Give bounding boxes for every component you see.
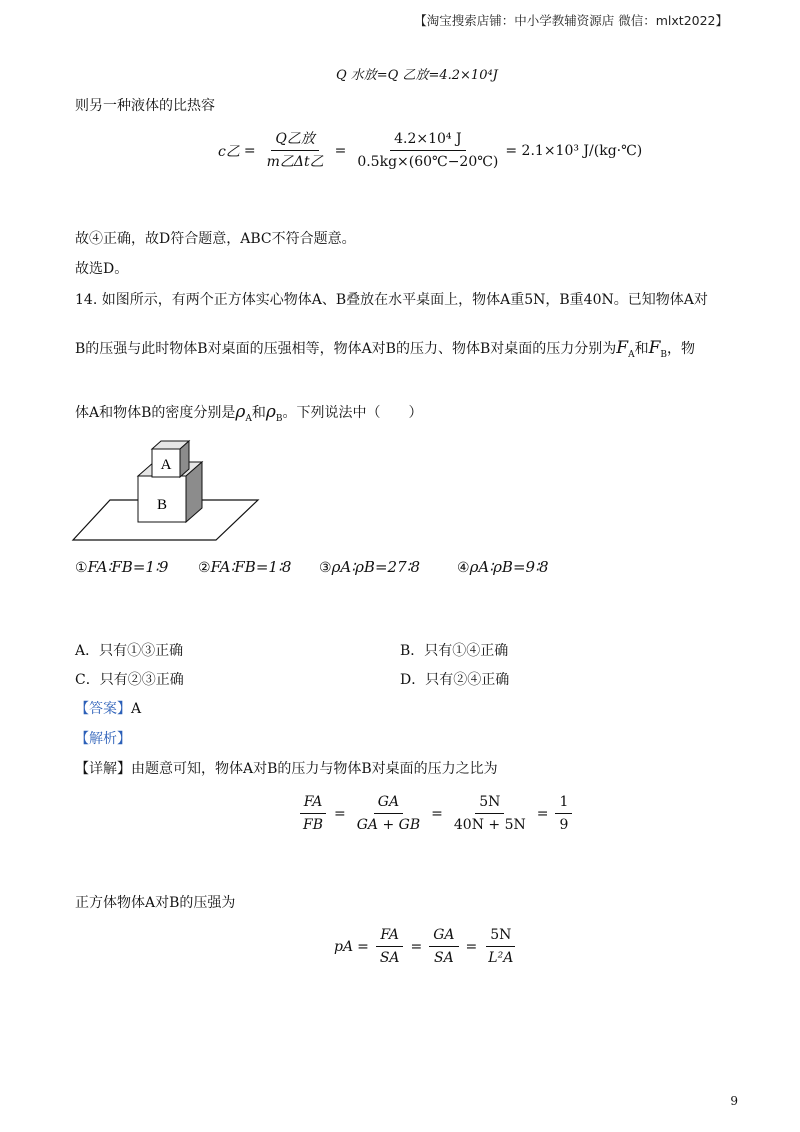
page-number: 9 (730, 1094, 738, 1108)
text-conclusion: 故④正确，故D符合题意，ABC不符合题意。 (75, 231, 356, 247)
eq2-rhs: = 2.1×10³ J/(kg·℃) (505, 142, 643, 159)
equation-force-ratio: $\frac{FA}{FB}$ = $\frac{GA}{GA + GB}$ = $\frac{5N}{40N + 5N}$ = $\frac{1}{9}$ (296, 793, 575, 834)
detail-line: 【详解】由题意可知，物体A对B的压力与物体B对桌面的压力之比为 (75, 761, 498, 777)
text-specific-heat-intro: 则另一种液体的比热容 (75, 98, 215, 114)
q14-line-3: 体A和物体B的密度分别是$\rho_A$和$\rho_B$。下列说法中（ ） (75, 402, 423, 424)
equation-pressure: pA = $\frac{FA}{SA}$ = $\frac{GA}{SA}$ = $\frac{5N}{\text{L²A}}$ (334, 926, 520, 967)
statement-2: ②FA∶FB=1∶8 (198, 558, 292, 576)
text-choose-d: 故选D。 (75, 261, 129, 277)
q14-line-1: 14. 如图所示，有两个正方体实心物体A、B叠放在水平桌面上，物体A重5N，B重40N。已知物体A对 (75, 292, 708, 308)
cube-a-label: A (160, 457, 172, 473)
option-c: C．只有②③正确 (75, 672, 184, 688)
page-header: 【淘宝搜索店铺：中小学教辅资源店 微信：mlxt2022】 (414, 13, 728, 28)
eq2-fraction-2: $\frac{\text{4.2×10⁴ J}}{0.5kg\times(60℃-20℃)}$ (357, 131, 499, 170)
option-b: B．只有①④正确 (400, 643, 509, 659)
eq2-lhs: c乙 (218, 143, 240, 160)
cubes-figure (70, 438, 260, 548)
eq2-fraction-1: $\frac{\text{Q乙放}}{\text{m乙Δt乙}}$ (266, 131, 324, 170)
equation-heat-released: Q 水放=Q 乙放=4.2×10⁴J (336, 68, 498, 83)
answer-value: A (131, 701, 142, 717)
cube-b-label: B (156, 497, 168, 513)
statement-1: ①FA∶FB=1∶9 (75, 558, 169, 576)
answer-line (75, 698, 141, 718)
q14-line-2: B的压强与此时物体B对桌面的压强相等，物体A对B的压力、物体B对桌面的压力分别为$F_A$和$F_B$，物 (75, 338, 695, 360)
option-a: A．只有①③正确 (75, 643, 184, 659)
text-pressure-intro: 正方体物体A对B的压强为 (75, 895, 236, 911)
statement-3: ③ρA∶ρB=27∶8 (319, 558, 421, 576)
statement-4: ④ρA∶ρB=9∶8 (457, 558, 549, 576)
answer-label: 【答案】 (75, 701, 131, 717)
equation-specific-heat: c乙 = $\frac{\text{Q乙放}}{\text{m乙Δt乙}}$ = $\frac{\text{4.2×10⁴ J}}{0.5kg\times(60℃-20℃)}$ = 2.1×10³ J/(kg·℃) (218, 131, 643, 170)
option-d: D．只有②④正确 (400, 672, 510, 688)
analysis-label: 【解析】 (75, 731, 131, 747)
